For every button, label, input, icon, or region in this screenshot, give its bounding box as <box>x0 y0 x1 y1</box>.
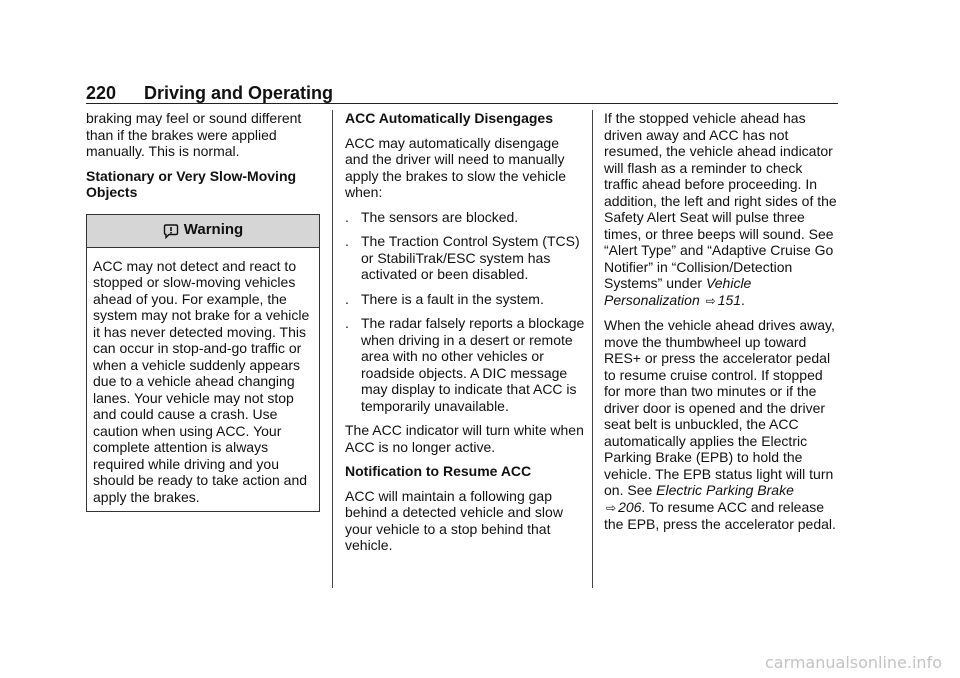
bullet-text: There is a fault in the system. <box>361 290 544 307</box>
bullet-mark: . <box>345 233 349 249</box>
bullet-item <box>345 291 585 308</box>
subheading-resume-notification: Notification to Resume ACC <box>345 463 532 479</box>
section-title: Driving and Operating <box>144 83 334 103</box>
paragraph: ACC will maintain a following gap behind a detected vehicle and slow your vehicle to a stop behind that vehicle. <box>345 487 563 553</box>
watermark: carmanualsonline.info <box>764 653 942 672</box>
paragraph: The ACC indicator will turn white when ACC is no longer active. <box>345 422 584 455</box>
subheading-stationary-objects: Stationary or Very Slow-Moving Objects <box>86 167 297 200</box>
warning-icon <box>163 223 179 239</box>
paragraph-resume <box>604 317 838 533</box>
page-reference[interactable]: 151 <box>717 291 742 308</box>
column-1 <box>86 110 320 512</box>
page-number: 220 <box>86 83 117 103</box>
bullet-mark: . <box>345 315 349 331</box>
warning-header <box>87 215 319 248</box>
paragraph: ACC may automatically disengage and the driver will need to manually apply the brakes to slow the vehicle when: <box>345 134 567 200</box>
intro-paragraph: braking may feel or sound different than if the brakes were applied manually. This is normal. <box>86 110 302 159</box>
warning-title: Warning <box>183 221 244 239</box>
column-3 <box>604 110 838 541</box>
bullet-item <box>345 233 585 283</box>
paragraph-text: If the stopped vehicle ahead has driven away and ACC has not resumed, the vehicle ahead indicator will flash as a reminder to check traffic ahead before proceeding. In addition, the left and right sides of the Safety Alert Seat will pulse three times, or three beeps will sound. See “Alert Type” and “Adaptive Cruise Go Notifier” in “Collision/Detection Systems” under <box>604 110 837 291</box>
sentence-end: . <box>741 291 745 308</box>
subheading-acc-disengages: ACC Automatically Disengages <box>345 110 553 126</box>
column-divider <box>592 110 593 588</box>
cross-reference-electric-parking-brake[interactable]: Electric Parking Brake <box>656 482 794 498</box>
column-divider <box>332 110 333 588</box>
bullet-item <box>345 315 585 414</box>
warning-box <box>86 214 320 513</box>
column-2 <box>345 110 585 562</box>
bullet-text: The Traction Control System (TCS) or StabiliTrak/ESC system has activated or been disabled. <box>361 233 580 282</box>
bullet-text: The sensors are blocked. <box>361 208 519 225</box>
paragraph-text: . To resume ACC and release the EPB, press the accelerator pedal. <box>604 498 836 532</box>
bullet-text: The radar falsely reports a blockage when driving in a desert or remote area with no other vehicles or roadside objects. A DIC message may display to indicate that ACC is temporarily unavailable. <box>361 315 585 414</box>
bullet-item <box>345 209 585 226</box>
page-header <box>86 83 838 104</box>
cross-reference-vehicle-personalization[interactable]: Vehicle Personalization <box>604 275 752 308</box>
paragraph-stopped-vehicle <box>604 110 838 309</box>
paragraph-text: When the vehicle ahead drives away, move the thumbwheel up toward RES+ or press the accelerator pedal to resume cruise control. If stopped for more than two minutes or if the driver door is opened and the driver seat belt is unbuckled, the ACC automatically applies the Electric Parking Brake (EPB) to hold the vehicle. The EPB status light will turn on. See <box>604 317 835 498</box>
page-ref-arrow-icon: ⇨ <box>705 293 716 308</box>
warning-text: ACC may not detect and react to stopped or slow-moving vehicles ahead of you. For example, the system may not brake for a vehicle it has never detected moving. This can occur in stop-and-go traffic or when a vehicle suddenly appears due to a vehicle ahead changing lanes. Your vehicle may not stop and could cause a crash. Use caution when using ACC. Your complete attention is always required while driving and you should be ready to take action and apply the brakes. <box>93 257 310 505</box>
page-reference[interactable]: 206 <box>618 498 642 515</box>
bullet-mark: . <box>345 290 349 307</box>
bullet-mark: . <box>345 208 349 225</box>
page-ref-arrow-icon: ⇨ <box>606 500 617 515</box>
